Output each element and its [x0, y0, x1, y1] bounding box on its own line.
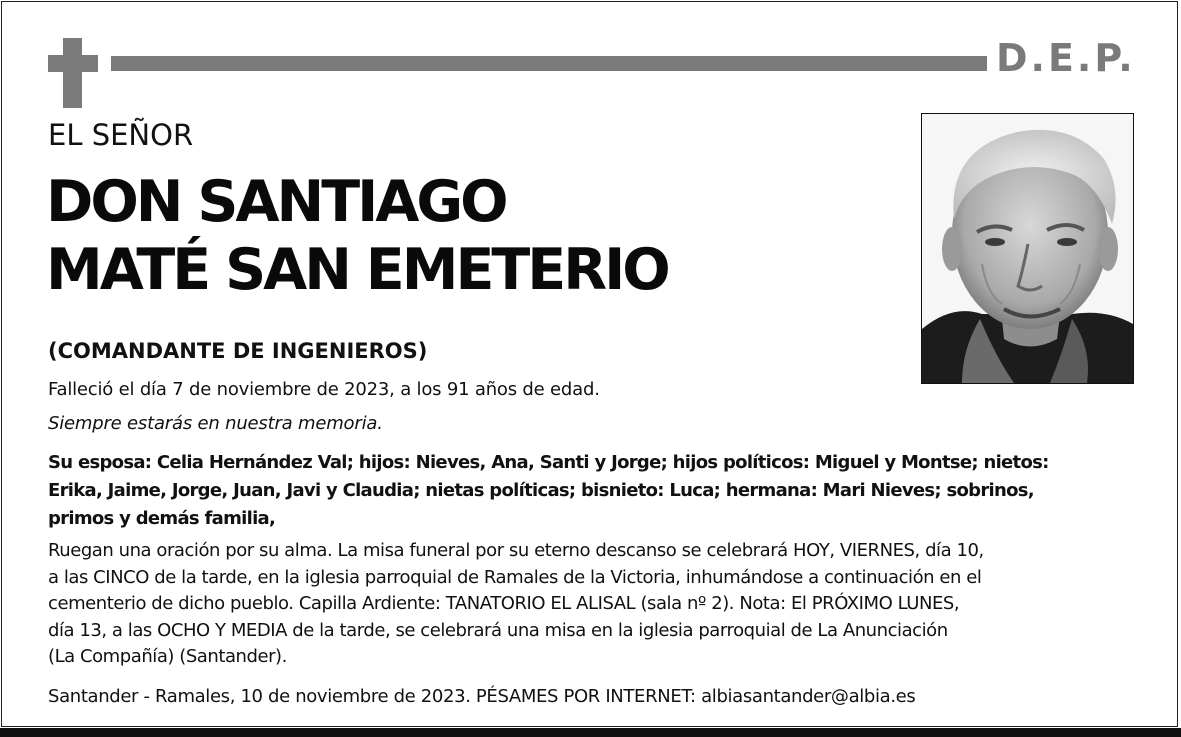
header-rule: [111, 56, 987, 71]
service-details: [48, 538, 1133, 671]
service-line: cementerio de dicho pueblo. Capilla Ardiente: TANATORIO EL ALISAL (sala nº 2). Nota: El PRÓXIMO LUNES,: [48, 593, 960, 614]
death-notice: Falleció el día 7 de noviembre de 2023, a los 91 años de edad.: [48, 379, 600, 400]
family-line: Su esposa: Celia Hernández Val; hijos: Nieves, Ana, Santi y Jorge; hijos políticos: Miguel y Montse; nietos:: [48, 452, 1049, 473]
rank-line: (COMANDANTE DE INGENIEROS): [48, 339, 428, 363]
deceased-name: [46, 168, 668, 304]
service-line: a las CINCO de la tarde, en la iglesia parroquial de Ramales de la Victoria, inhumándose a continuación en el: [48, 566, 982, 588]
name-line-1: DON SANTIAGO: [46, 169, 506, 235]
portrait-photo: [921, 113, 1134, 384]
service-line: (La Compañía) (Santander).: [48, 646, 287, 667]
service-line: Ruegan una oración por su alma. La misa funeral por su eterno descanso se celebrará HOY, VIERNES, día 10,: [48, 540, 984, 561]
service-line: día 13, a las OCHO Y MEDIA de la tarde, se celebrará una misa en la iglesia parroquial de La Anunciación: [48, 619, 948, 641]
footer-line: Santander - Ramales, 10 de noviembre de 2023. PÉSAMES POR INTERNET: albiasantander@albia.es: [48, 686, 916, 707]
bottom-border: [0, 728, 1181, 737]
memory-line: Siempre estarás en nuestra memoria.: [48, 413, 383, 434]
family-line: Erika, Jaime, Jorge, Juan, Javi y Claudia; nietas políticas; bisnieto: Luca; hermana: Mari Nieves; sobrinos,: [48, 480, 1034, 501]
family-list: [48, 449, 1128, 533]
dep-heading: D.E.P.: [996, 36, 1136, 80]
title-el-senor: EL SEÑOR: [48, 118, 194, 152]
family-line: primos y demás familia,: [48, 508, 276, 529]
portrait-illustration: [922, 114, 1133, 383]
name-line-2: MATÉ SAN EMETERIO: [46, 237, 668, 303]
